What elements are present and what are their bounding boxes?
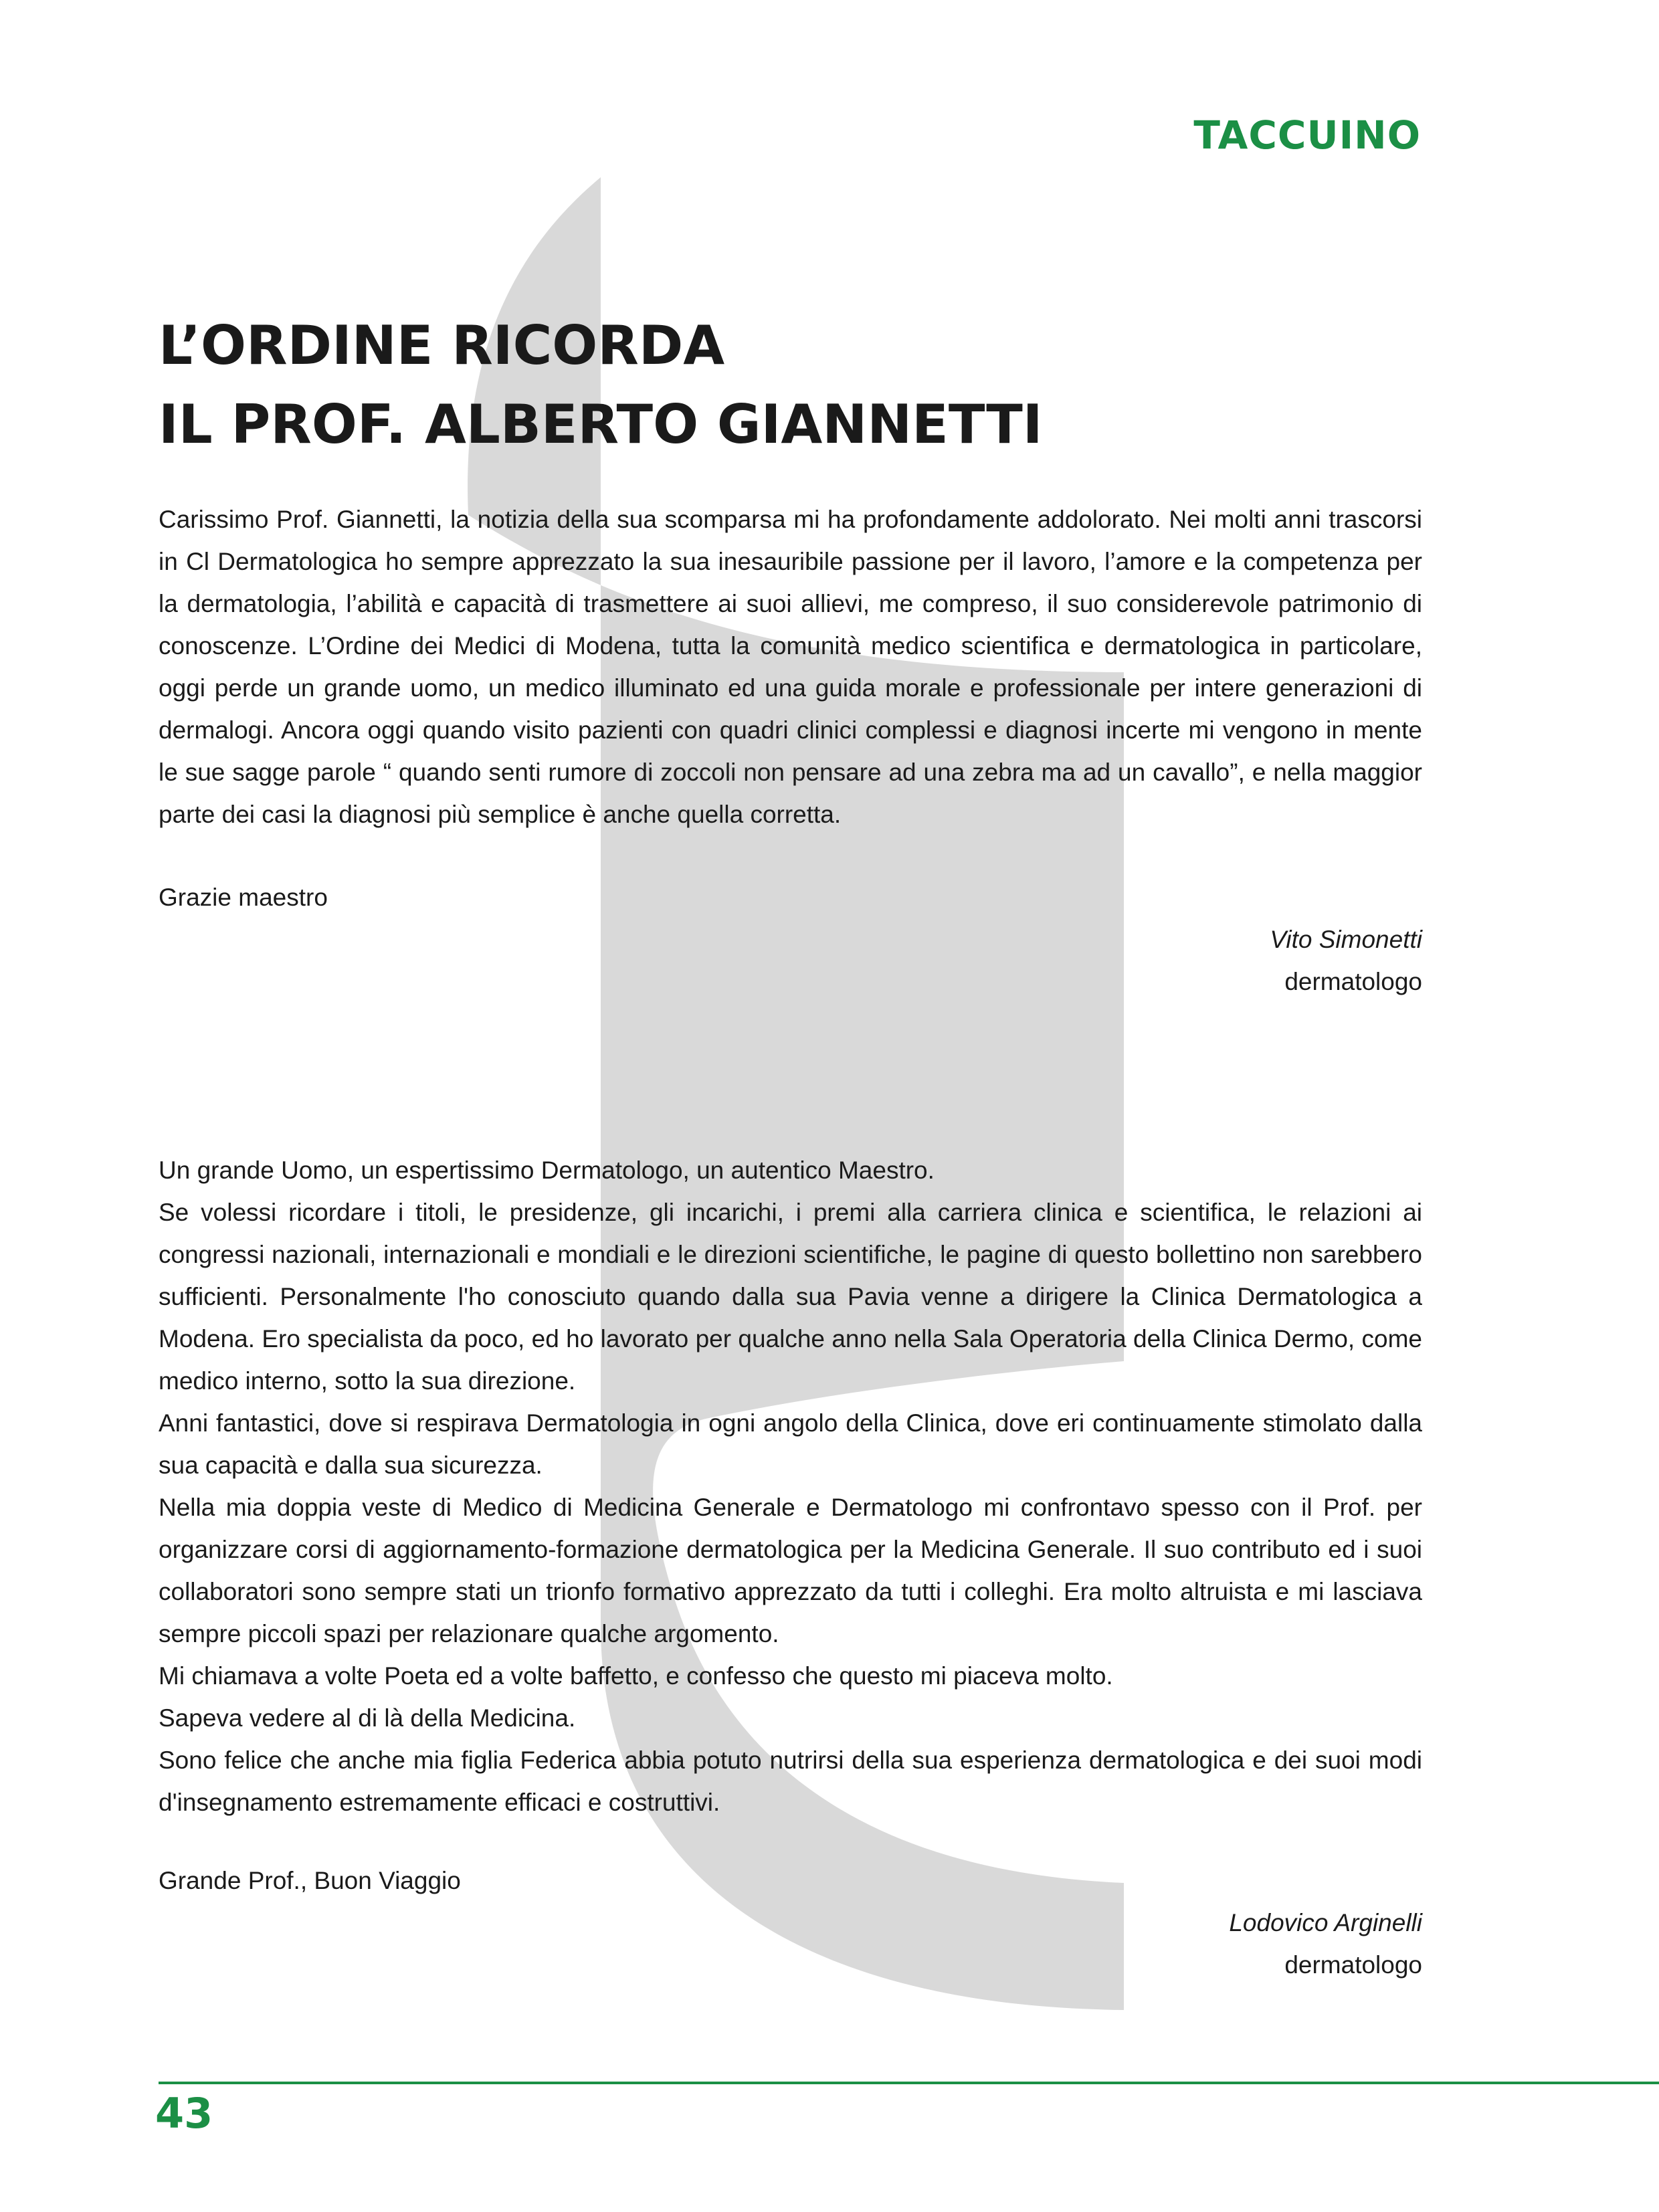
letter-2-author-role: dermatologo <box>1284 1951 1422 1979</box>
letter-1-author: Vito Simonetti <box>1270 926 1422 953</box>
letter-1-closing-block <box>159 876 1422 918</box>
title-line-2: IL PROF. ALBERTO GIANNETTI <box>159 393 1043 456</box>
letter-2-author: Lodovico Arginelli <box>1229 1909 1422 1936</box>
letter-2-paragraph: Sapeva vedere al di là della Medicina. <box>159 1704 576 1732</box>
page-number: 43 <box>155 2089 213 2138</box>
letter-2-body <box>159 1149 1422 1823</box>
letter-2-closing: Grande Prof., Buon Viaggio <box>159 1867 461 1894</box>
letter-2-paragraph: Sono felice che anche mia figlia Federica abbia potuto nutrirsi della sua esperienza dermatologica e dei suoi modi d'insegnamento estremamente efficaci e costruttivi. <box>159 1746 1422 1816</box>
letter-2-paragraph: Anni fantastici, dove si respirava Dermatologia in ogni angolo della Clinica, dove eri continuamente stimolato dalla sua capacità e dalla sua sicurezza. <box>159 1409 1422 1479</box>
letter-1-body <box>159 498 1422 835</box>
letter-1-closing: Grazie maestro <box>159 884 328 911</box>
letter-2-signature <box>1229 1902 1422 1986</box>
letter-2-paragraph: Se volessi ricordare i titoli, le presidenze, gli incarichi, i premi alla carriera clinica e scientifica, le relazioni ai congressi nazionali, internazionali e mondiali e le direzioni scientifiche, le pagine di questo bollettino non sarebbero sufficienti. Personalmente l'ho conosciuto quando dalla sua Pavia venne a dirigere la Clinica Dermatologica a Modena. Ero specialista da poco, ed ho lavorato per qualche anno nella Sala Operatoria della Clinica Dermo, come medico interno, sotto la sua direzione. <box>159 1199 1422 1395</box>
letter-1-author-role: dermatologo <box>1284 968 1422 995</box>
letter-2-paragraph: Un grande Uomo, un espertissimo Dermatologo, un autentico Maestro. <box>159 1157 935 1184</box>
letter-1-paragraph: Carissimo Prof. Giannetti, la notizia della sua scomparsa mi ha profondamente addolorato. Nei molti anni trascorsi in Cl Dermatologica ho sempre apprezzato la sua inesauribile passione per il lavoro, l’amore e la competenza per la dermatologia, l’abilità e capacità di trasmettere ai suoi allievi, me compreso, il suo considerevole patrimonio di conoscenze. L’Ordine dei Medici di Modena, tutta la comunità medico scientifica e dermatologica in particolare, oggi perde un grande uomo, un medico illuminato ed una guida morale e professionale per intere generazioni di dermalogi. Ancora oggi quando visito pazienti con quadri clinici complessi e diagnosi incerte mi vengono in mente le sue sagge parole “ quando senti rumore di zoccoli non pensare ad una zebra ma ad un cavallo”, e nella maggior parte dei casi la diagnosi più semplice è anche quella corretta. <box>159 506 1422 828</box>
letter-1-signature <box>1270 918 1422 1003</box>
letter-2-paragraph: Nella mia doppia veste di Medico di Medicina Generale e Dermatologo mi confrontavo spesso con il Prof. per organizzare corsi di aggiornamento-formazione dermatologica per la Medicina Generale. Il suo contributo ed i suoi collaboratori sono sempre stati un trionfo formativo apprezzato da tutti i colleghi. Era molto altruista e mi lasciava sempre piccoli spazi per relazionare qualche argomento. <box>159 1494 1422 1647</box>
letter-2-paragraph: Mi chiamava a volte Poeta ed a volte baffetto, e confesso che questo mi piaceva molto. <box>159 1662 1113 1690</box>
section-label-taccuino: TACCUINO <box>1193 112 1421 158</box>
letter-2-closing-block <box>159 1859 1422 1902</box>
title-line-1: L’ORDINE RICORDA <box>159 314 725 377</box>
page-title <box>159 306 1430 464</box>
footer-divider <box>159 2082 1659 2084</box>
